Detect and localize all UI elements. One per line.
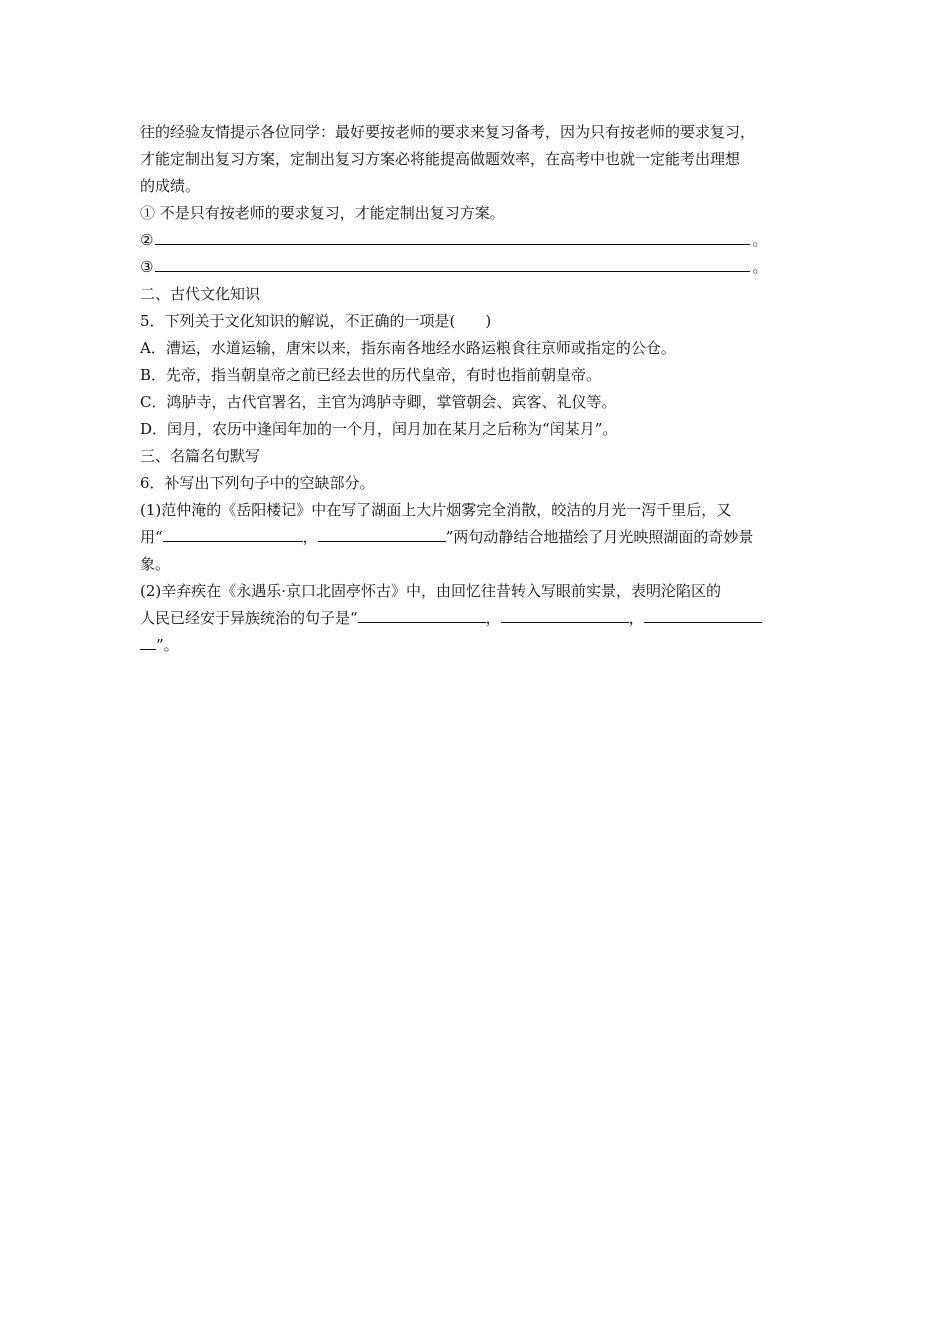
section-3-heading: 三、名篇名句默写 [140, 447, 261, 465]
answer-blank-3[interactable] [155, 254, 750, 272]
q2-blank-3-cont[interactable] [140, 632, 156, 650]
section-2-heading: 二、古代文化知识 [140, 285, 261, 303]
intro-line-2: 才能定制出复习方案，定制出复习方案必将能提高做题效率，在高考中也就一定能考出理想 [140, 150, 741, 168]
q2-suffix: ”。 [156, 636, 179, 654]
document-page [140, 119, 820, 659]
q1-blank-2[interactable] [318, 524, 446, 542]
question-6-1-line-1: (1)范仲淹的《岳阳楼记》中在写了湖面上大片烟雾完全消散，皎洁的月光一泻千里后，又 [140, 501, 732, 519]
q1-separator: ， [302, 528, 318, 546]
option-b: B．先帝，指当朝皇帝之前已经去世的历代皇帝，有时也指前朝皇帝。 [140, 366, 602, 384]
question-6-2-line-2 [140, 605, 820, 632]
answer-end-2: 。 [752, 231, 768, 249]
question-6-2-line-1: (2)辛弃疾在《永遇乐·京口北固亭怀古》中，由回忆往昔转入写眼前实景，表明沦陷区的 [140, 582, 722, 600]
q2-blank-2[interactable] [501, 605, 629, 623]
q2-separator-1: ， [485, 609, 501, 627]
answer-item-1: ① 不是只有按老师的要求复习，才能定制出复习方案。 [140, 204, 505, 222]
q1-prefix: 用“ [140, 528, 163, 546]
answer-marker-2: ② [140, 231, 154, 249]
answer-end-3: 。 [752, 258, 768, 276]
question-5: 5．下列关于文化知识的解说，不正确的一项是( ) [140, 312, 492, 330]
answer-item-2 [140, 227, 820, 254]
q2-separator-2: ， [628, 609, 644, 627]
q2-prefix: 人民已经安于异族统治的句子是“ [140, 609, 358, 627]
question-6-2-line-3 [140, 632, 820, 659]
intro-line-3: 的成绩。 [140, 177, 201, 195]
option-a: A．漕运，水道运输，唐宋以来，指东南各地经水路运粮食往京师或指定的公仓。 [140, 339, 676, 357]
intro-line-1: 往的经验友情提示各位同学：最好要按老师的要求来复习备考，因为只有按老师的要求复习， [140, 123, 756, 141]
answer-blank-2[interactable] [155, 227, 750, 245]
q2-blank-3[interactable] [644, 605, 762, 623]
option-d: D．闰月，农历中逢闰年加的一个月，闰月加在某月之后称为“闰某月”。 [140, 420, 618, 438]
question-6-1-line-3: 象。 [140, 555, 171, 573]
option-c: C．鸿胪寺，古代官署名，主官为鸿胪寺卿，掌管朝会、宾客、礼仪等。 [140, 393, 617, 411]
q2-blank-1[interactable] [358, 605, 486, 623]
answer-item-3 [140, 254, 820, 281]
answer-marker-3: ③ [140, 258, 154, 276]
question-6: 6．补写出下列句子中的空缺部分。 [140, 474, 375, 492]
q1-suffix: ”两句动静结合地描绘了月光映照湖面的奇妙景 [445, 528, 754, 546]
question-6-1-line-2 [140, 524, 820, 551]
q1-blank-1[interactable] [163, 524, 303, 542]
